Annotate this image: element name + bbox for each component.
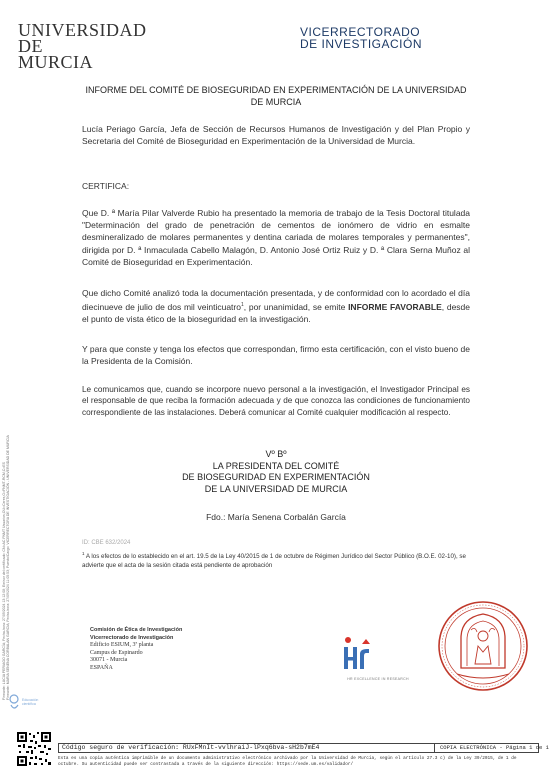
ethics-line5: 30071 - Murcia — [90, 657, 128, 664]
hr-logo-text: HR EXCELLENCE IN RESEARCH — [347, 677, 409, 681]
vicerrectorado-logo — [300, 26, 422, 50]
ethics-line2: Vicerrectorado de Investigación — [90, 634, 174, 641]
informe-favorable: INFORME FAVORABLE — [348, 302, 442, 313]
education-logo-icon — [8, 693, 22, 713]
sidebar-line2: Firmante: MARIA SENENA CORBALAN GARCIA; Fecha-hora: 27/09/2024 11:05:53; Puesto/Cargo: VICERRECTORA DE INVESTIGACIÓN - UNIVERSIDAD DE MURCIA — [6, 435, 10, 700]
authenticity-note-line1: Esta es una copia auténtica imprimible de un documento administrativo electrónico archivado por la Universidad de Murcia, según el artículo 27.3 c) de la Ley 39/2015, de 1 de — [58, 756, 517, 761]
paragraph-committee-a: Que dicho Comité analizó toda la documentación presentada, y de conformidad con lo acordado el día diecinueve de julio de dos mil veinticuatro — [82, 288, 470, 313]
paragraph-committee — [82, 287, 470, 325]
verification-separator — [434, 744, 435, 752]
signature-line3: DE LA UNIVERSIDAD DE MURCIA — [204, 483, 348, 494]
vicerrectorado-line2: DE INVESTIGACIÓN — [300, 37, 423, 51]
document-title: INFORME DEL COMITÉ DE BIOSEGURIDAD EN EXPERIMENTACIÓN DE LA UNIVERSIDAD DE MURCIA — [85, 85, 467, 107]
seal-icon — [433, 596, 533, 696]
paragraph-conste: Y para que conste y tenga los efectos que correspondan, firmo esta certificación, con el visto bueno de la Presidenta de la Comisión. — [82, 344, 470, 367]
sidebar-line1: Firmante: LUCIA PERIAGO GARCÍA; Fecha-hora: 27/09/2024 13:12:08; Emisor del certificado: CN=AC FNMT Usuarios,OU=Ceres,O=FNMT-RCM,C=ES — [2, 461, 6, 700]
education-logo — [8, 693, 48, 715]
ethics-line4: Campus de Espinardo — [90, 649, 143, 656]
vicerrectorado-line1: VICERRECTORADO — [300, 25, 421, 39]
paragraph-secretary: Lucía Periago García, Jefa de Sección de Recursos Humanos de Investigación y del Plan Propio y Secretaria del Comité de Bioseguridad en Experimentación de la Universidad de Murcia. — [82, 124, 470, 147]
university-logo-line2: MURCIA — [18, 52, 94, 72]
document-id: ID: CBE 632/2024 — [82, 540, 131, 546]
signer-name: Fdo.: María Senena Corbalán García — [206, 512, 346, 522]
hr-excellence-logo — [338, 630, 418, 690]
signature-line2: DE BIOSEGURIDAD EN EXPERIMENTACIÓN — [182, 472, 370, 482]
footnote-number: 1 — [82, 551, 85, 556]
signature-block — [82, 449, 470, 495]
ethics-line3: Edificio ESIUM, 3ª planta — [90, 642, 154, 649]
qr-code-icon — [16, 731, 52, 767]
verification-bar — [58, 743, 549, 753]
hr-logo-icon — [338, 630, 418, 676]
vobo: Vº Bº — [265, 449, 287, 459]
ethics-address — [90, 627, 182, 673]
signature-sidebar — [2, 60, 16, 700]
footnote-text: A los efectos de lo establecido en el art. 19.5 de la Ley 40/2015 de 1 de octubre de Régimen Jurídico del Sector Público (B.O.E. 02-10), se advierte que el acta de la sesión citada está pendiente de aprobación — [82, 553, 466, 569]
certifica-heading: CERTIFICA: — [82, 181, 130, 191]
verification-code: Código seguro de verificación: RUxFMnIt-vvlhraiJ-lPxq6bva-sH2b7mE4 — [62, 744, 320, 751]
university-logo — [18, 20, 147, 72]
signature-line1: LA PRESIDENTA DEL COMITÉ — [212, 460, 340, 471]
ethics-line6: ESPAÑA — [90, 664, 113, 671]
university-logo-line1: UNIVERSIDAD DE — [18, 20, 147, 56]
ethics-line1: Comisión de Ética de Investigación — [90, 627, 183, 633]
paragraph-notice: Le comunicamos que, cuando se incorpore nuevo personal a la investigación, el Investigador Principal es el responsable de que reciba la formación adecuada y de que conozca las condiciones de funcionamiento correspondiente de las instalaciones. Deberá comunicar al Comité cualquier modificación al respecto. — [82, 385, 470, 417]
footnote — [82, 550, 482, 570]
paragraph-thesis: Que D. ª María Pilar Valverde Rubio ha presentado la memoria de trabajo de la Tesis Doctoral titulada "Determinación del grado de penetración de cementos de ionómero de vidrio en esmalte desmineralizado de molares permanentes y dentina cariada de molares temporales y permanentes", dirigida por D. ª Inmaculada Cabello Malagón, D. Antonio José Ortiz Ruiz y D. ª Clara Serna Muñoz al Comité de Bioseguridad en Experimentación. — [82, 208, 470, 267]
authenticity-note-line2: octubre. Su autenticidad puede ser contrastada a través de la siguiente dirección: https://sede.um.es/validador/ — [58, 761, 354, 767]
university-seal — [433, 596, 533, 696]
footnote-ref: 1 — [240, 302, 244, 309]
paragraph-committee-b: , por unanimidad, se emite — [243, 302, 349, 313]
education-logo-text: Educación científica — [22, 698, 39, 706]
sidebar-signature-text — [2, 60, 10, 700]
authenticity-note — [58, 756, 543, 767]
electronic-copy-label: COPIA ELECTRÓNICA - Página 1 de 1 — [440, 744, 549, 751]
paragraph-committee-c: , desde el punto de vista ético de la bioseguridad en la investigación. — [82, 302, 471, 325]
qr-code — [16, 731, 52, 767]
